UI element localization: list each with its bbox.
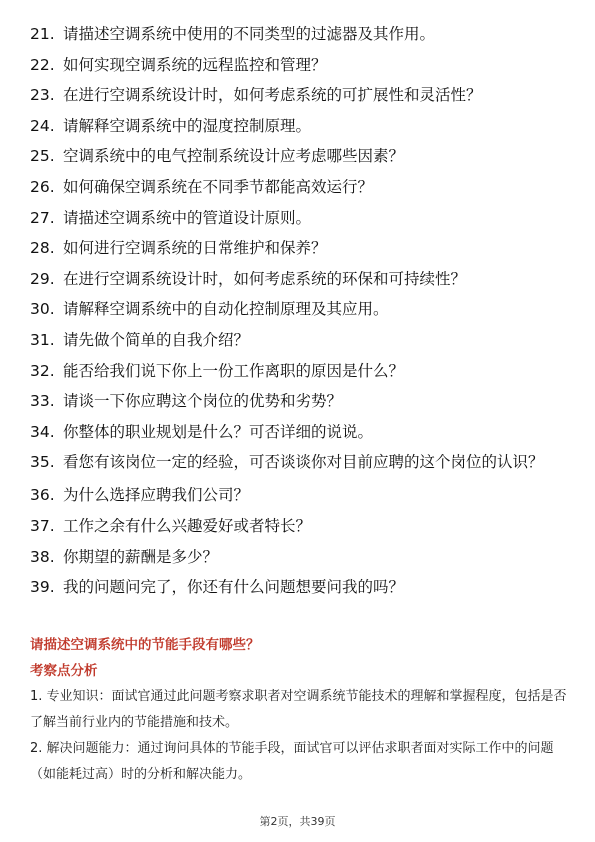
question-item bbox=[30, 116, 570, 136]
question-item bbox=[30, 85, 570, 105]
question-number: 36. bbox=[30, 486, 55, 505]
question-item bbox=[30, 55, 570, 75]
question-item bbox=[30, 485, 570, 505]
question-text: 如何进行空调系统的日常维护和保养？ bbox=[63, 239, 327, 258]
question-item bbox=[30, 238, 570, 258]
question-number: 38. bbox=[30, 547, 55, 566]
question-text: 请描述空调系统中的管道设计原则。 bbox=[63, 208, 312, 227]
question-number: 26. bbox=[30, 177, 55, 196]
question-text: 请解释空调系统中的湿度控制原理。 bbox=[63, 116, 312, 135]
question-number: 32. bbox=[30, 361, 55, 380]
question-text: 如何确保空调系统在不同季节都能高效运行？ bbox=[63, 177, 374, 196]
question-text: 你整体的职业规划是什么？可否详细的说说。 bbox=[63, 422, 374, 441]
page-footer: 第2页，共39页 bbox=[259, 815, 336, 828]
question-item bbox=[30, 391, 570, 411]
question-item bbox=[30, 24, 570, 44]
question-number: 21. bbox=[30, 25, 55, 43]
question-item bbox=[30, 547, 570, 567]
question-list bbox=[30, 24, 570, 608]
question-item bbox=[30, 299, 570, 319]
question-text: 空调系统中的电气控制系统设计应考虑哪些因素？ bbox=[63, 147, 405, 166]
question-number: 33. bbox=[30, 392, 55, 411]
question-text: 请解释空调系统中的自动化控制原理及其应用。 bbox=[63, 300, 389, 319]
question-number: 23. bbox=[30, 86, 55, 105]
question-item bbox=[30, 452, 570, 474]
question-text: 请描述空调系统中使用的不同类型的过滤器及其作用。 bbox=[63, 25, 436, 43]
question-number: 39. bbox=[30, 578, 55, 597]
question-number: 34. bbox=[30, 422, 55, 441]
analysis-paragraph: 2. 解决问题能力：通过询问具体的节能手段，面试官可以评估求职者面对实际工作中的问题（如能耗过高）时的分析和解决能力。 bbox=[30, 741, 554, 782]
question-number: 28. bbox=[30, 239, 55, 258]
question-item bbox=[30, 146, 570, 166]
question-text: 请谈一下你应聘这个岗位的优势和劣势？ bbox=[63, 392, 343, 411]
question-text: 如何实现空调系统的远程监控和管理？ bbox=[63, 55, 327, 74]
question-text: 你期望的薪酬是多少？ bbox=[63, 547, 219, 566]
question-number: 31. bbox=[30, 330, 55, 349]
question-text: 工作之余有什么兴趣爱好或者特长？ bbox=[63, 516, 312, 535]
question-text: 在进行空调系统设计时，如何考虑系统的可扩展性和灵活性？ bbox=[63, 86, 482, 105]
analysis-section bbox=[30, 636, 570, 788]
question-item bbox=[30, 330, 570, 350]
question-text: 在进行空调系统设计时，如何考虑系统的环保和可持续性？ bbox=[63, 269, 467, 288]
section-heading: 请描述空调系统中的节能手段有哪些？ bbox=[30, 637, 260, 653]
question-text: 看您有该岗位一定的经验，可否谈谈你对目前应聘的这个岗位的认识？ bbox=[63, 453, 544, 472]
question-number: 29. bbox=[30, 269, 55, 288]
question-number: 27. bbox=[30, 208, 55, 227]
question-item bbox=[30, 269, 570, 289]
question-number: 22. bbox=[30, 55, 55, 74]
question-text: 为什么选择应聘我们公司？ bbox=[63, 486, 250, 505]
question-text: 能否给我们说下你上一份工作离职的原因是什么？ bbox=[63, 361, 405, 380]
question-text: 我的问题问完了，你还有什么问题想要问我的吗？ bbox=[63, 578, 405, 597]
question-number: 35. bbox=[30, 453, 55, 472]
question-text: 请先做个简单的自我介绍？ bbox=[63, 330, 250, 349]
question-item bbox=[30, 422, 570, 442]
analysis-paragraph: 1. 专业知识：面试官通过此问题考察求职者对空调系统节能技术的理解和掌握程度，包括是否了解当前行业内的节能措施和技术。 bbox=[30, 689, 567, 730]
question-number: 30. bbox=[30, 300, 55, 319]
section-subheading: 考察点分析 bbox=[30, 663, 98, 679]
question-item bbox=[30, 208, 570, 228]
question-item bbox=[30, 177, 570, 197]
question-number: 24. bbox=[30, 116, 55, 135]
question-item bbox=[30, 516, 570, 536]
question-item bbox=[30, 361, 570, 381]
question-number: 25. bbox=[30, 147, 55, 166]
question-item bbox=[30, 577, 570, 597]
question-number: 37. bbox=[30, 516, 55, 535]
